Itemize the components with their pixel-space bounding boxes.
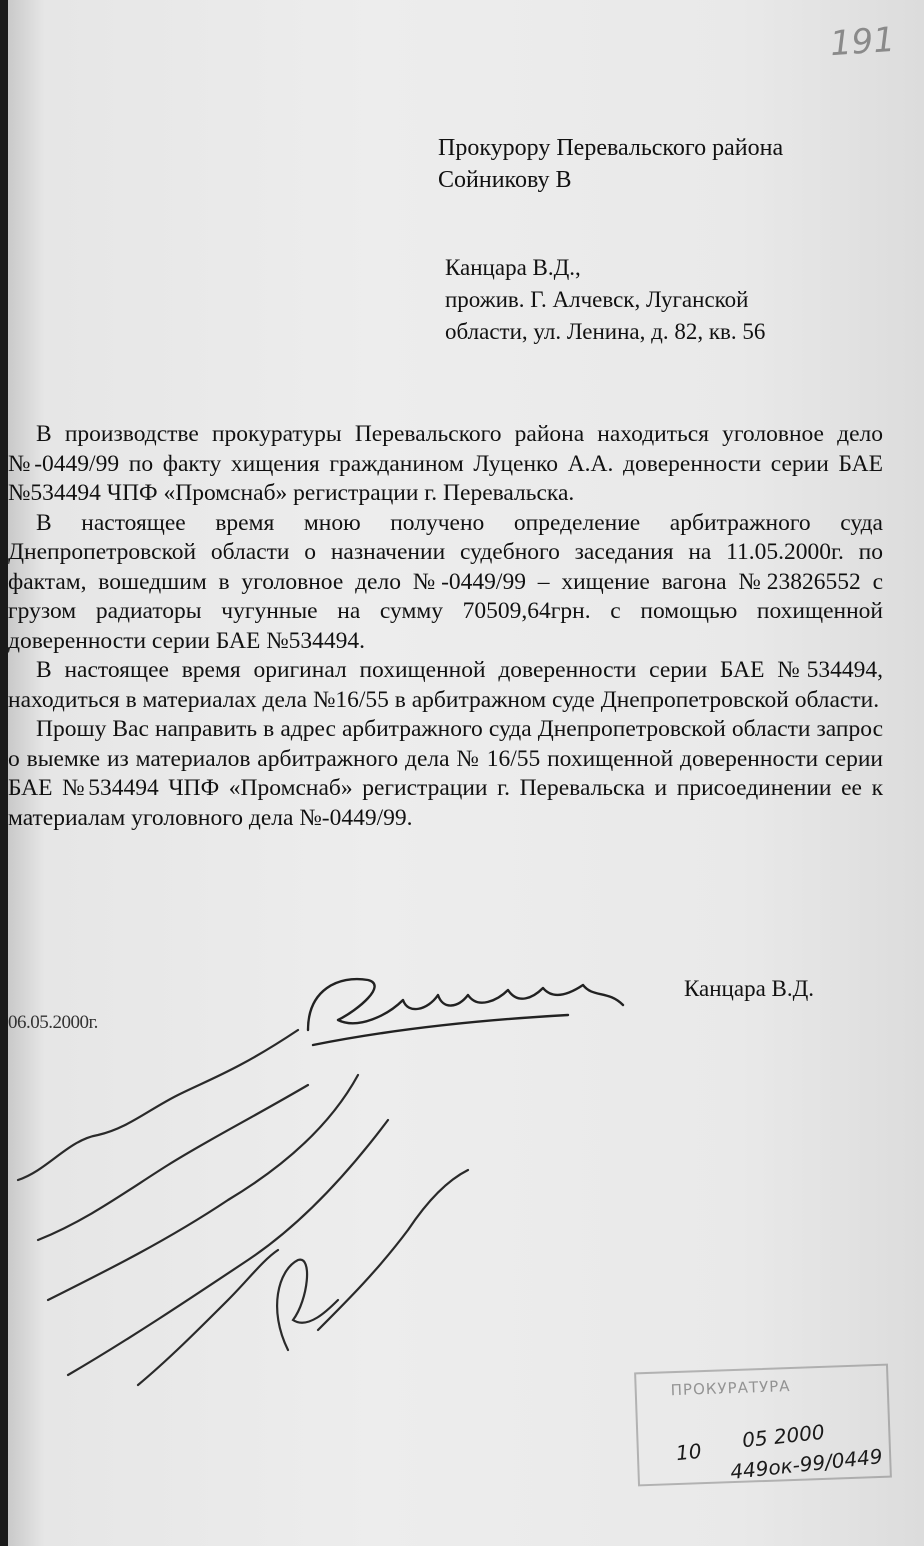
sender-line-3: области, ул. Ленина, д. 82, кв. 56 bbox=[445, 319, 766, 344]
signature-name: Канцара В.Д. bbox=[684, 976, 815, 1001]
letter-date: 06.05.2000г. bbox=[8, 1012, 98, 1033]
resolution-line-2-stroke bbox=[38, 1085, 308, 1240]
resolution-line-3-stroke bbox=[48, 1075, 358, 1300]
registration-month-year: 05 2000 bbox=[740, 1419, 826, 1453]
body-paragraph-4: Прошу Вас направить в адрес арбитражного суда Днепропетровской области запрос о выемке из материалов арбитражного дела № 16/55 похищенной доверенности серии БАЕ №534494 ЧПФ «Промснаб» регистрации г. Перевальска и присоединении ее к материалам уголовного дела №-0449/99. bbox=[8, 716, 883, 831]
resolution-line-1-stroke bbox=[18, 1030, 298, 1180]
addressee-line-1: Прокурору Перевальского района bbox=[438, 135, 784, 161]
registration-day: 10 bbox=[674, 1438, 703, 1466]
signature-underline bbox=[313, 1015, 568, 1045]
sender-line-1: Канцара В.Д., bbox=[445, 255, 581, 280]
body-paragraph-1: В производстве прокуратуры Перевальского района находиться уголовное дело №-0449/99 по факту хищения гражданином Луценко А.А. доверенности серии БАЕ №534494 ЧПФ «Промснаб» регистрации г. Перевальска. bbox=[8, 421, 883, 506]
body-paragraph-2: В настоящее время мною получено определение арбитражного суда Днепропетровской области о назначении судебного заседания на 11.05.2000г. по фактам, вошедшим в уголовное дело №-0449/99 – хищение вагона №23826552 с грузом радиаторы чугунные на сумму 70509,64грн. с помощью похищенной доверенности серии БАЕ №534494. bbox=[8, 509, 883, 654]
document-page bbox=[8, 0, 924, 1546]
resolution-date-stroke bbox=[318, 1170, 468, 1330]
stamp-title: ПРОКУРАТУРА bbox=[670, 1377, 791, 1400]
body-paragraph-3: В настоящее время оригинал похищенной доверенности серии БАЕ №534494, находиться в материалах дела №16/55 в арбитражном суде Днепропетровской области. bbox=[8, 657, 883, 713]
resolution-line-4-stroke bbox=[68, 1120, 388, 1375]
handwriting-drawing bbox=[8, 0, 924, 1546]
resolution-signature-stroke bbox=[277, 1260, 338, 1350]
addressee-line-2: Сойникову В bbox=[438, 167, 572, 193]
sender-line-2: прожив. Г. Алчевск, Луганской bbox=[445, 287, 749, 312]
registration-number: 449ок-99/0449 bbox=[729, 1444, 884, 1484]
page-number: 191 bbox=[828, 19, 897, 65]
